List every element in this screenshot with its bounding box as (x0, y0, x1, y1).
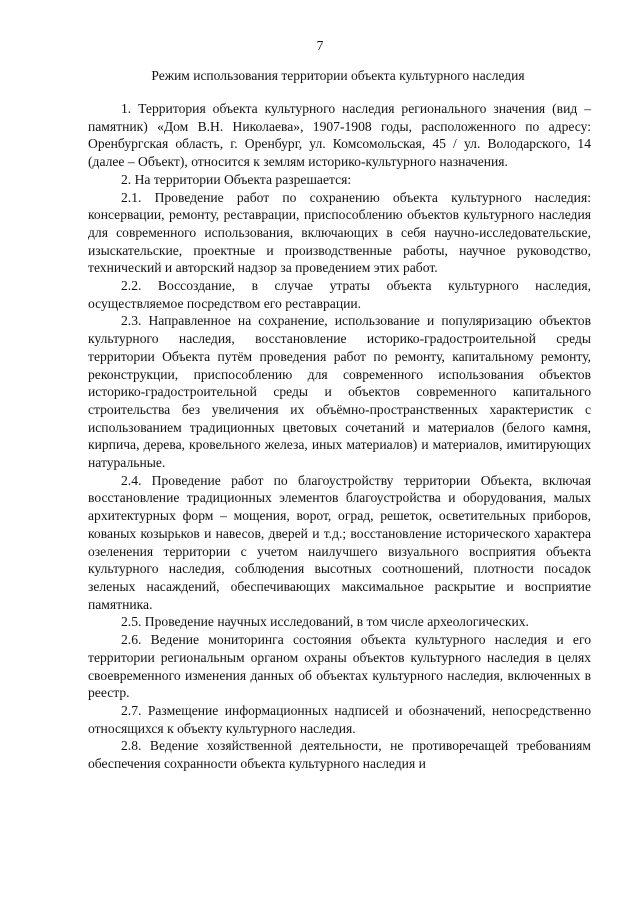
paragraph-2-8: 2.8. Ведение хозяйственной деятельности, не противоречащей требованиям обеспечения сохранности объекта культурного наследия и (88, 738, 591, 772)
page-number: 7 (316, 38, 324, 53)
paragraph-2-5: 2.5. Проведение научных исследований, в том числе археологических. (121, 614, 529, 630)
paragraph-2-4: 2.4. Проведение работ по благоустройству территории Объекта, включая восстановление традиционных элементов благоустройства и оборудования, малых архитектурных форм – мощения, ворот, оград, решеток, осветительных приборов, кованых козырьков и навесов, дверей и т.д.; восстановление исторического характера озеленения территории с учетом наилучшего визуального восприятия объекта культурного наследия, соблюдения высотных соотношений, плотности посадок зеленых насаждений, обеспечивающих максимальное раскрытие и восприятие памятника. (88, 472, 591, 612)
paragraph-2-1: 2.1. Проведение работ по сохранению объекта культурного наследия: консервации, ремонту, реставрации, приспособлению объектов культурного наследия для современного использования, включающих в себя научно-исследовательские, изыскательские, проектные и производственные работы, научное руководство, технический и авторский надзор за проведением этих работ. (88, 189, 591, 276)
page-title: Режим использования территории объекта культурного наследия (151, 68, 525, 83)
document-body (88, 100, 591, 773)
paragraph-2-2: 2.2. Воссоздание, в случае утраты объекта культурного наследия, осуществляемое посредством его реставрации. (88, 278, 591, 311)
paragraph-territory: 1. Территория объекта культурного наследия регионального значения (вид – памятник) «Дом В.Н. Николаева», 1907-1908 годы, расположенного по адресу: Оренбургская область, г. Оренбург, ул. Комсомольская, 45 / ул. Володарского, 14 (далее – Объект), относится к землям историко-культурного назначения. (88, 101, 591, 170)
paragraph-2-7: 2.7. Размещение информационных надписей и обозначений, непосредственно относящихся к объекту культурного наследия. (88, 702, 591, 736)
paragraph-2-6: 2.6. Ведение мониторинга состояния объекта культурного наследия и его территории региональным органом охраны объектов культурного наследия в целях своевременного изменения данных об объектах культурного наследия, включенных в реестр. (88, 632, 591, 701)
paragraph-permitted-intro: 2. На территории Объекта разрешается: (121, 171, 352, 187)
paragraph-2-3: 2.3. Направленное на сохранение, использование и популяризацию объектов культурного наследия, восстановление историко-градостроительной среды территории Объекта путём проведения работ по ремонту, капитальному ремонту, реконструкции, приспособлению для современного использования объектов историко-градостроительной среды и объектов современного капитального строительства без увеличения их объёмно-пространственных характеристик с использованием традиционных цветовых сочетаний и материалов (белого камня, кирпича, дерева, кровельного железа, иных материалов) и материалов, имитирующих натуральные. (88, 313, 591, 471)
